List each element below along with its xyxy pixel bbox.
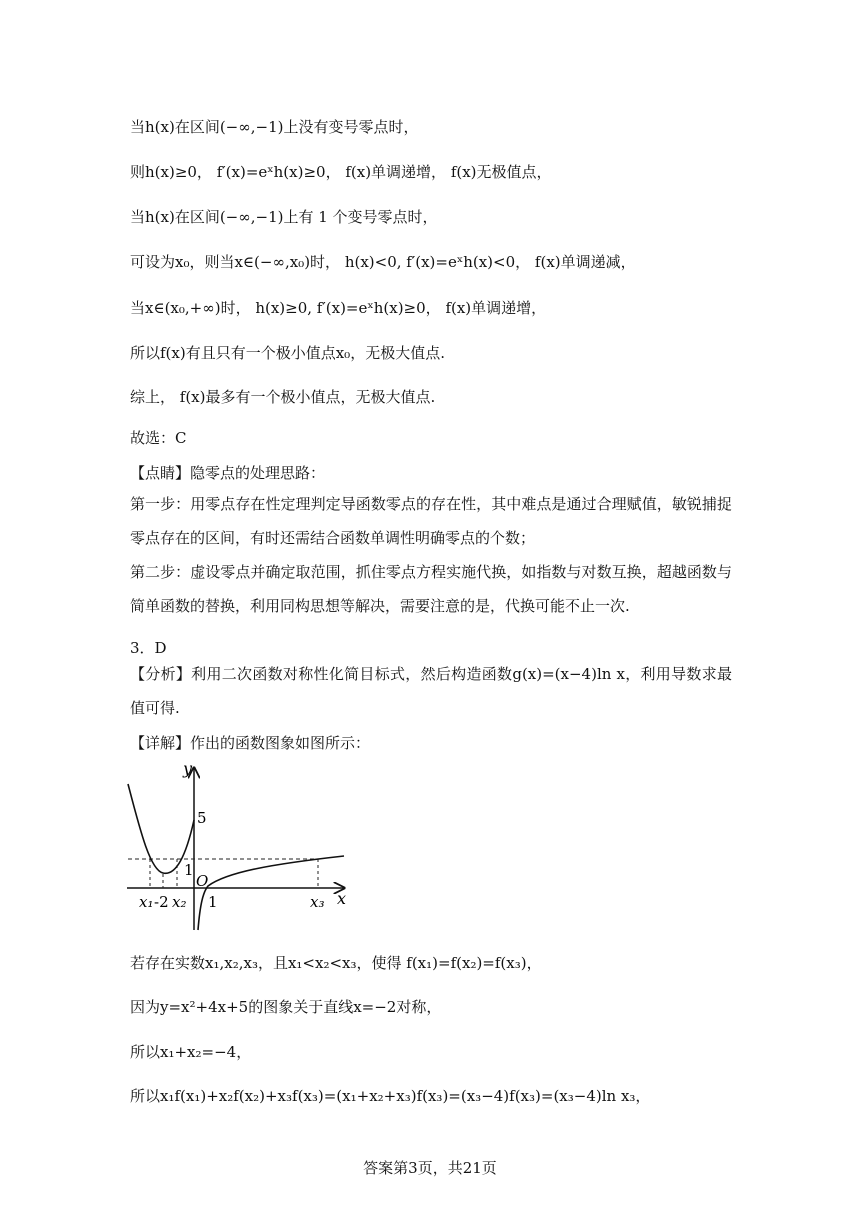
x1-label: x₁ xyxy=(139,893,154,911)
x-axis-label: x xyxy=(337,889,347,908)
text-line: 则h(x)≥0， f′(x)=eˣh(x)≥0， f(x)单调递增， f(x)无极值点， xyxy=(130,163,552,181)
answer-choice: 故选：C xyxy=(130,429,187,447)
origin-label: O xyxy=(196,872,209,890)
analysis-paragraph: 【分析】利用二次函数对称性化简目标式，然后构造函数g(x)=(x−4)ln x，利用导数求最值可得. xyxy=(130,665,732,717)
text-line: 因为y=x²+4x+5的图象关于直线x=−2对称， xyxy=(130,998,442,1016)
text-line: 当x∈(x₀,+∞)时， h(x)≥0, f′(x)=eˣh(x)≥0， f(x)单调递增， xyxy=(130,299,547,317)
text-line: 综上， f(x)最多有一个极小值点，无极大值点. xyxy=(130,388,436,406)
tick-label-5: 5 xyxy=(197,809,207,827)
tick-label-1-x: 1 xyxy=(208,893,218,911)
text-line: 当h(x)在区间(−∞,−1)上有 1 个变号零点时， xyxy=(130,208,438,226)
y-axis-label: y xyxy=(183,760,193,778)
tip-heading: 【点睛】隐零点的处理思路： xyxy=(130,464,326,482)
text-line: 可设为x₀，则当x∈(−∞,x₀)时， h(x)<0, f′(x)=eˣh(x)<0， f(x)单调递减， xyxy=(130,253,636,271)
answer-3: 3．D xyxy=(130,639,167,657)
page-footer: 答案第3页，共21页 xyxy=(363,1159,497,1177)
x2-label: x₂ xyxy=(172,893,187,911)
text-line: 所以x₁+x₂=−4， xyxy=(130,1043,252,1061)
text-line: 所以f(x)有且只有一个极小值点x₀，无极大值点. xyxy=(130,344,445,362)
function-graph xyxy=(122,760,352,935)
tip-step-2: 第二步：虚设零点并确定取范围，抓住零点方程实施代换，如指数与对数互换，超越函数与简单函数的替换，利用同构思想等解决，需要注意的是，代换可能不止一次. xyxy=(130,563,732,615)
tick-label-1-y: 1 xyxy=(184,861,194,879)
x3-label: x₃ xyxy=(310,893,325,911)
text-line: 所以x₁f(x₁)+x₂f(x₂)+x₃f(x₃)=(x₁+x₂+x₃)f(x₃)=(x₃−4)f(x₃)=(x₃−4)ln x₃， xyxy=(130,1087,651,1105)
tip-step-1: 第一步：用零点存在性定理判定导函数零点的存在性，其中难点是通过合理赋值，敏锐捕捉零点存在的区间，有时还需结合函数单调性明确零点的个数； xyxy=(130,495,732,547)
text-line: 当h(x)在区间(−∞,−1)上没有变号零点时， xyxy=(130,118,419,136)
detail-heading: 【详解】作出的函数图象如图所示： xyxy=(130,734,371,752)
tick-label-neg2: -2 xyxy=(154,893,169,911)
text-line: 若存在实数x₁,x₂,x₃，且x₁<x₂<x₃，使得 f(x₁)=f(x₂)=f(x₃)， xyxy=(130,954,542,972)
parabola-curve xyxy=(128,784,194,873)
